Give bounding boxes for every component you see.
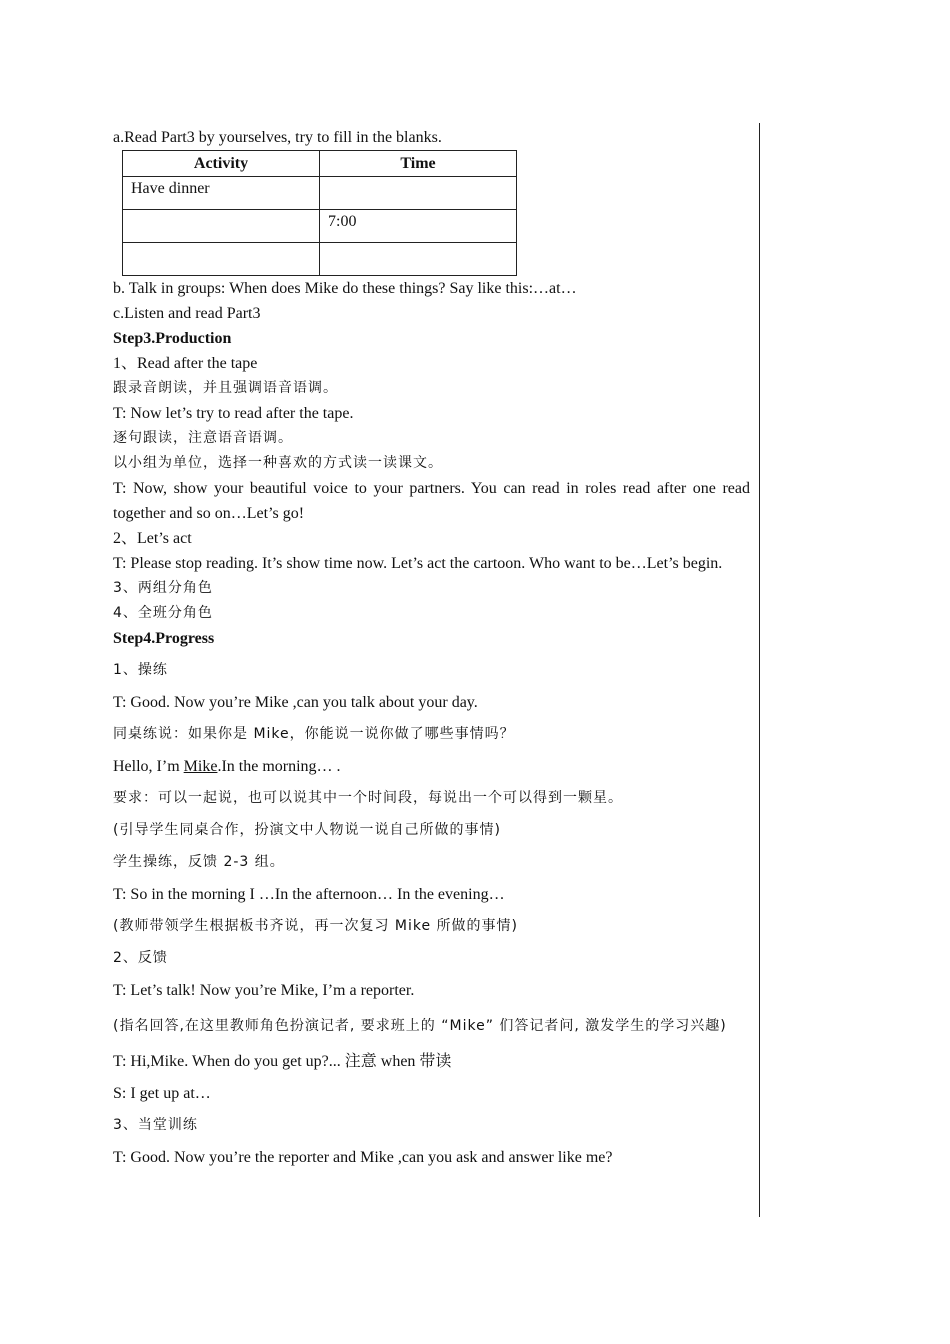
table-row: [123, 243, 517, 276]
step4-t2: T: So in the morning I …In the afternoon… In the evening…: [113, 886, 505, 903]
line-b: b. Talk in groups: When does Mike do these things? Say like this:…at…: [113, 280, 577, 297]
step4-cn1: 同桌练说：如果你是 Mike，你能说一说你做了哪些事情吗？: [113, 726, 515, 742]
step3-item4: 4、全班分角色: [113, 605, 213, 621]
table-cell: [320, 243, 517, 276]
step4-item1: 1、操练: [113, 662, 168, 678]
header-activity: Activity: [123, 151, 320, 177]
hello-prefix: Hello, I’m: [113, 758, 184, 775]
step4-hello-line: [113, 754, 750, 779]
header-time: Time: [320, 151, 517, 177]
table-cell: [123, 243, 320, 276]
step4-t3: T: Let’s talk! Now you’re Mike, I’m a reporter.: [113, 982, 415, 999]
intro-instruction: a.Read Part3 by yourselves, try to fill in the blanks.: [113, 129, 442, 146]
table-cell: [123, 210, 320, 243]
step4-cn4: 学生操练，反馈 2-3 组。: [113, 854, 285, 870]
step4-cn3: (引导学生同桌合作，扮演文中人物说一说自己所做的事情): [113, 822, 501, 838]
step3-t1: T: Now let’s try to read after the tape.: [113, 405, 354, 422]
step3-t3: T: Please stop reading. It’s show time now. Let’s act the cartoon. Who want to be…Let’s begin.: [113, 555, 723, 572]
table-header-row: [123, 151, 517, 177]
step4-t5: T: Good. Now you’re the reporter and Mike ,can you ask and answer like me?: [113, 1149, 613, 1166]
table-row: [123, 210, 517, 243]
step3-item3: 3、两组分角色: [113, 580, 213, 596]
step4-item3: 3、当堂训练: [113, 1117, 198, 1133]
table-cell: Have dinner: [123, 177, 320, 210]
step3-title: Step3.Production: [113, 330, 232, 347]
step3-item1: 1、Read after the tape: [113, 355, 258, 372]
step4-cn5: (教师带领学生根据板书齐说，再一次复习 Mike 所做的事情): [113, 918, 519, 934]
step4-title: Step4.Progress: [113, 630, 215, 647]
right-margin-rule: [759, 123, 760, 1217]
step4-cn6: (指名回答,在这里教师角色扮演记者, 要求班上的 “Mike” 们答记者问, 激发学生的学习兴趣): [113, 1018, 727, 1034]
step4-s1: S: I get up at…: [113, 1085, 211, 1102]
activity-time-table: [122, 150, 517, 276]
table-cell: 7:00: [320, 210, 517, 243]
step4-item2: 2、反馈: [113, 950, 168, 966]
document-body: [113, 125, 750, 1170]
step4-t1: T: Good. Now you’re Mike ,can you talk about your day.: [113, 694, 478, 711]
step3-cn2: 逐句跟读，注意语音语调。: [113, 430, 293, 446]
table-row: [123, 177, 517, 210]
step3-cn3: 以小组为单位，选择一种喜欢的方式读一读课文。: [113, 455, 443, 471]
hello-suffix: .In the morning… .: [217, 758, 341, 775]
step3-t2: T: Now, show your beautiful voice to your partners. You can read in roles read after one read together and so on…Let’s go!: [113, 480, 750, 522]
step4-t4: T: Hi,Mike. When do you get up?... 注意 when 带读: [113, 1053, 452, 1070]
line-c: c.Listen and read Part3: [113, 305, 261, 322]
step4-cn2: 要求：可以一起说，也可以说其中一个时间段，每说出一个可以得到一颗星。: [113, 790, 623, 806]
step3-item1-cn: 跟录音朗读，并且强调语音语调。: [113, 380, 338, 396]
step3-item2: 2、Let’s act: [113, 530, 192, 547]
table-cell: [320, 177, 517, 210]
hello-name: Mike: [183, 758, 218, 775]
